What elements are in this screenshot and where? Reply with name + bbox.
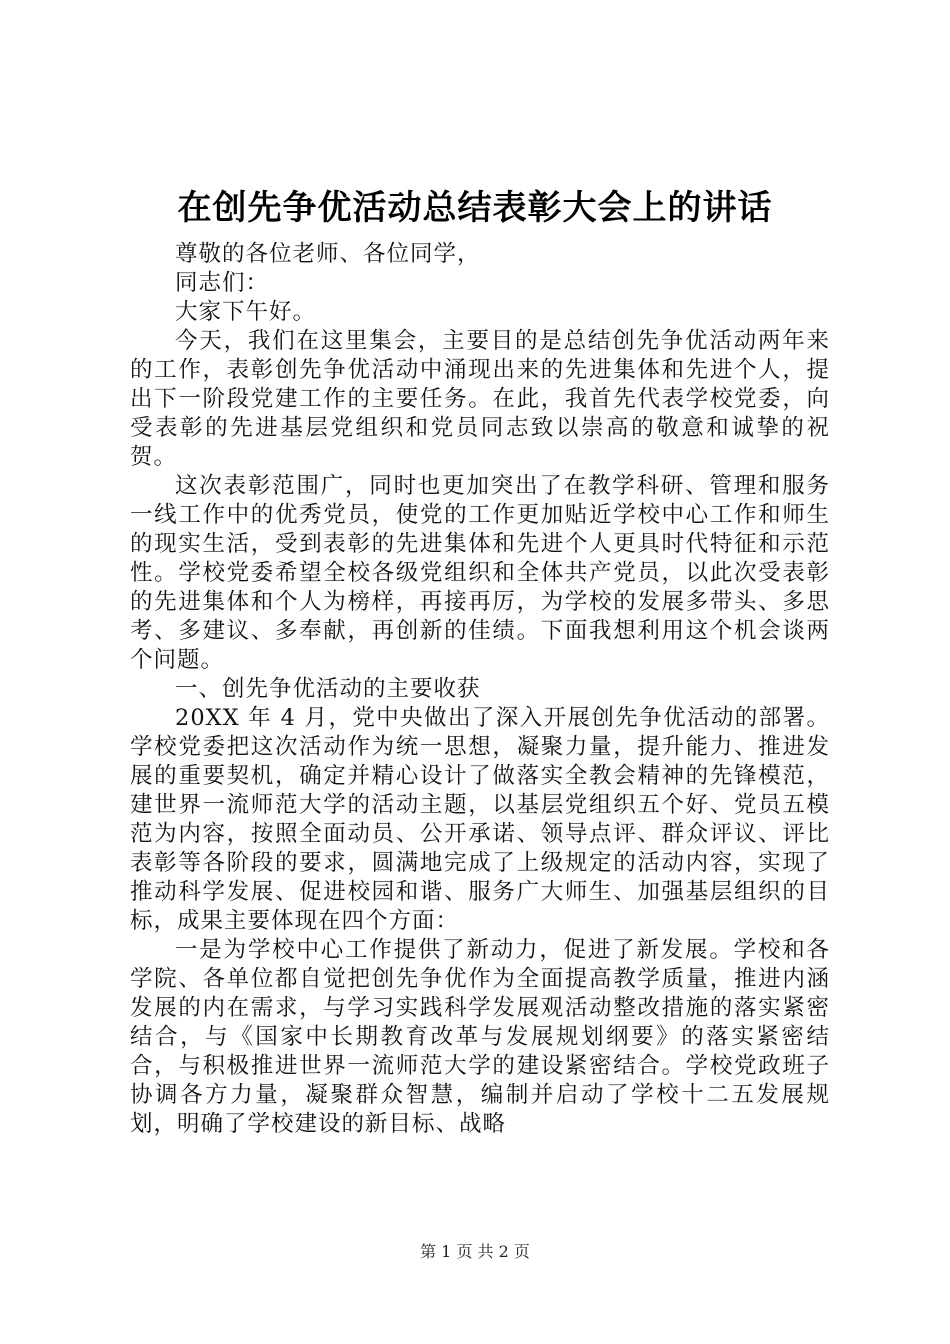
paragraph-intro: 今天，我们在这里集会，主要目的是总结创先争优活动两年来的工作，表彰创先争优活动中涌现出来的先进集体和先进个人，提出下一阶段党建工作的主要任务。在此，我首先代表学校党委，向受表彰的先进基层党组织和党员同志致以崇高的敬意和诚挚的祝贺。 xyxy=(130,328,830,470)
paragraph-commendation: 这次表彰范围广，同时也更加突出了在教学科研、管理和服务一线工作中的优秀党员，使党的工作更加贴近学校中心工作和师生的现实生活，受到表彰的先进集体和先进个人更具时代特征和示范性。学校党委希望全校各级党组织和全体共产党员，以此次受表彰的先进集体和个人为榜样，再接再厉，为学校的发展多带头、多思考、多建议、多奉献，再创新的佳绩。下面我想利用这个机会谈两个问题。 xyxy=(130,473,830,673)
salutation-line-2: 同志们： xyxy=(175,270,270,296)
document-title: 在创先争优活动总结表彰大会上的讲话 xyxy=(177,188,773,228)
greeting-line: 大家下午好。 xyxy=(175,299,317,325)
document-body xyxy=(130,240,830,1139)
section-heading-1: 一、创先争优活动的主要收获 xyxy=(175,676,481,702)
page-number-footer: 第 1 页 共 2 页 xyxy=(420,1242,530,1261)
salutation-line-1: 尊敬的各位老师、各位同学， xyxy=(175,241,481,267)
paragraph-activity-summary: 20XX 年 4 月，党中央做出了深入开展创先争优活动的部署。学校党委把这次活动作为统一思想，凝聚力量，提升能力、推进发展的重要契机，确定并精心设计了做落实全教会精神的先锋模范，建世界一流师范大学的活动主题，以基层党组织五个好、党员五模范为内容，按照全面动员、公开承诺、领导点评、群众评议、评比表彰等各阶段的要求，圆满地完成了上级规定的活动内容，实现了推动科学发展、促进校园和谐、服务广大师生、加强基层组织的目标，成果主要体现在四个方面： xyxy=(130,705,830,934)
paragraph-achievement-1: 一是为学校中心工作提供了新动力，促进了新发展。学校和各学院、各单位都自觉把创先争优作为全面提高教学质量，推进内涵发展的内在需求，与学习实践科学发展观活动整改措施的落实紧密结合，与《国家中长期教育改革与发展规划纲要》的落实紧密结合，与积极推进世界一流师范大学的建设紧密结合。学校党政班子协调各方力量，凝聚群众智慧，编制并启动了学校十二五发展规划，明确了学校建设的新目标、战略 xyxy=(130,937,830,1137)
